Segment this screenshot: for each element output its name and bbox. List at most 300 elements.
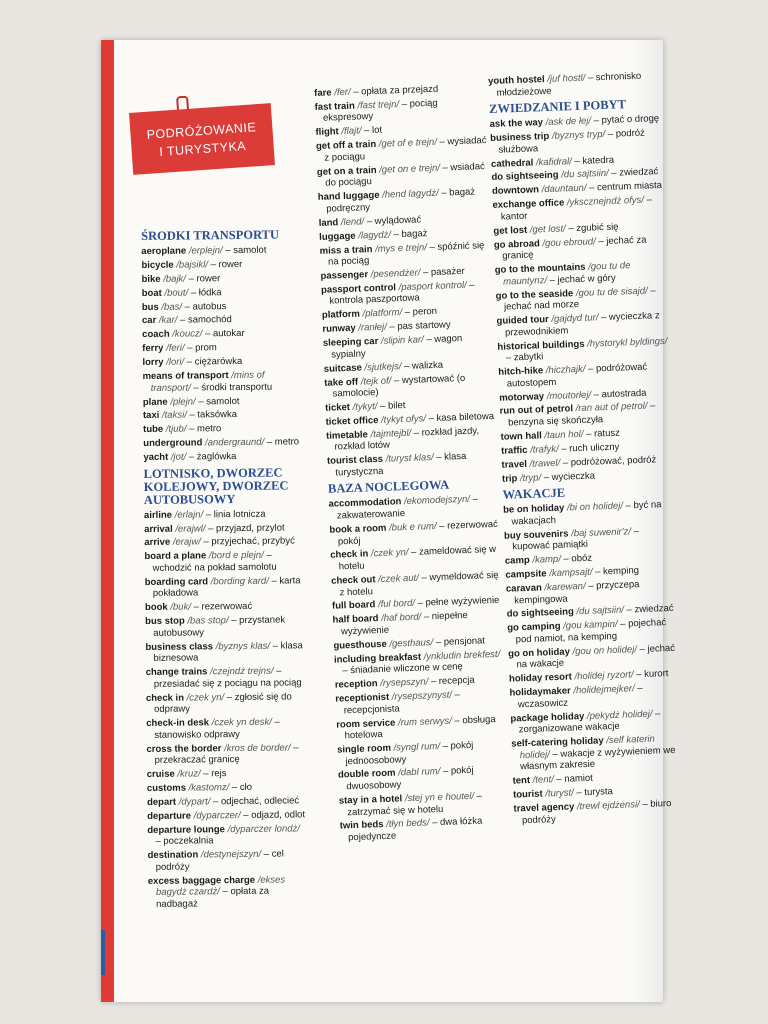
vocab-pronunciation: /trawel/ (529, 457, 561, 470)
vocab-entry (328, 493, 501, 522)
vocab-pronunciation: /bajsikl/ (176, 259, 209, 271)
vocab-pronunciation: /dyparczer/ (193, 809, 241, 822)
vocab-entry (143, 423, 301, 436)
vocab-term: be on holiday (502, 502, 565, 516)
vocab-definition: – zakwaterowanie (336, 493, 479, 522)
vocabulary-column-1 (141, 224, 306, 912)
vocab-term: bus (141, 301, 159, 313)
vocab-term: go on holiday (507, 646, 571, 660)
vocab-term: check-in desk (146, 717, 210, 730)
vocab-pronunciation: /gou kampin/ (563, 619, 618, 632)
vocab-term: hand luggage (317, 190, 380, 204)
vocab-definition: – środki transportu (190, 381, 273, 394)
vocab-definition: – stanowisko odprawy (154, 716, 280, 741)
vocab-entry (338, 764, 511, 793)
vocab-pronunciation: /tajmtejbl/ (370, 427, 412, 441)
vocab-term: trip (501, 472, 518, 485)
vocab-definition: – zatrzymać się w hotelu (347, 790, 483, 818)
vocab-term: half board (332, 613, 379, 626)
vocab-definition: – odjazd, odlot (240, 809, 306, 821)
vocab-definition: – peron (401, 306, 438, 319)
vocab-entry (143, 369, 301, 394)
vocab-term: platform (321, 308, 361, 322)
vocab-term: buy souvenirs (503, 528, 569, 542)
vocab-entry (142, 300, 300, 313)
vocab-definition: – bagaż (390, 227, 428, 241)
vocab-entry (317, 161, 490, 190)
vocab-term: go to the mountains (494, 261, 586, 276)
vocab-entry (496, 310, 667, 339)
vocab-term: holidaymaker (509, 685, 571, 699)
vocab-definition: – autokar (202, 328, 245, 340)
vocab-definition: – wymeldować się z hotelu (339, 569, 499, 598)
vocab-definition: – spóźnić się na pociąg (327, 239, 485, 268)
vocab-definition: – ratusz (583, 427, 621, 440)
vocab-definition: – wsiadać do pociągu (325, 160, 485, 190)
chapter-banner (129, 103, 275, 175)
vocab-definition: – klasa biznesowa (153, 640, 303, 665)
vocab-definition: – zwiedzać (623, 603, 674, 616)
vocab-definition: – namiot (553, 772, 594, 786)
vocab-term: miss a train (319, 243, 373, 257)
vocab-pronunciation: /gou on holidej/ (572, 643, 638, 658)
vocab-definition: – ruch uliczny (558, 441, 620, 455)
vocab-term: underground (143, 437, 203, 450)
vocab-term: caravan (505, 582, 543, 595)
vocab-term: board a plane (144, 550, 207, 563)
vocab-definition: – wystartować (o samolocie) (332, 372, 466, 400)
vocab-term: arrival (144, 523, 173, 535)
vocab-term: town hall (500, 430, 542, 443)
vocab-definition: – zgłosić się do odprawy (154, 691, 292, 716)
vocab-term: tourist (512, 788, 543, 801)
vocab-term: land (318, 216, 339, 229)
vocab-entry (147, 781, 305, 794)
vocab-entry (508, 642, 679, 671)
vocab-term: get on a train (316, 164, 377, 178)
vocab-term: departure (147, 810, 192, 822)
vocab-pronunciation: /gou tu de mauntynz/ (502, 260, 631, 288)
vocab-term: stay in a hotel (338, 793, 403, 807)
page-edge-stripe (101, 40, 114, 1002)
vocab-pronunciation: /gou ebroud/ (542, 235, 596, 249)
vocab-pronunciation: /kruz/ (177, 768, 201, 780)
vocab-term: go abroad (493, 237, 540, 251)
vocab-term: boat (141, 287, 162, 299)
vocab-definition: – biuro podróży (521, 798, 672, 826)
vocab-term: bike (141, 273, 161, 285)
vocab-pronunciation: /lagydż/ (358, 229, 392, 242)
vocab-pronunciation: /trafyk/ (529, 443, 559, 456)
vocab-pronunciation: /byznys klas/ (215, 640, 271, 652)
vocab-definition: – jechać w góry (546, 272, 616, 286)
vocab-term: room service (336, 717, 396, 731)
vocab-entry (142, 272, 300, 285)
vocab-pronunciation: /tejk of/ (360, 374, 392, 388)
vocab-definition: – przyjazd, przylot (205, 522, 285, 534)
vocab-term: tube (143, 424, 164, 436)
vocab-term: tent (512, 775, 531, 787)
vocab-entry (318, 186, 491, 215)
vocab-entry (340, 815, 513, 844)
vocab-entry (511, 733, 682, 774)
vocab-definition: – obsługa hotelowa (344, 713, 496, 742)
vocab-definition: – rejs (200, 768, 227, 780)
vocab-pronunciation: /syngl rum/ (393, 741, 441, 754)
vocab-entry (316, 135, 489, 164)
vocab-pronunciation: /pasport kontrol/ (398, 279, 467, 294)
vocab-definition: – opłata za przejazd (350, 83, 439, 98)
vocab-definition: – podróż służbowa (498, 127, 646, 156)
vocab-pronunciation: /slipin kar/ (380, 334, 424, 347)
vocab-term: motorway (499, 390, 545, 404)
vocab-pronunciation: /rum serwys/ (397, 715, 452, 728)
vocab-term: boarding card (144, 576, 209, 588)
vocab-definition: – śniadanie wliczone w cenę (342, 661, 463, 677)
vocab-term: cruise (146, 768, 175, 781)
vocab-pronunciation: /lend/ (340, 216, 365, 228)
vocab-pronunciation: /flajt/ (341, 125, 362, 138)
vocab-definition: – pensjonat (433, 635, 486, 648)
vocab-definition: – pełne wyżywienie (414, 595, 500, 610)
vocab-term: run out of petrol (499, 403, 574, 418)
vocab-term: travel agency (513, 801, 575, 815)
vocab-definition: – recepcja (428, 674, 475, 688)
vocab-term: guided tour (496, 314, 549, 327)
vocab-term: customs (146, 782, 187, 794)
vocab-pronunciation: /bout/ (164, 287, 189, 299)
vocab-term: youth hostel (488, 74, 545, 87)
vocab-term: ask the way (489, 117, 544, 131)
vocab-term: lorry (142, 356, 164, 369)
vocab-entry (143, 395, 301, 408)
vocab-term: flight (315, 126, 339, 139)
vocab-term: self-catering holiday (511, 735, 604, 750)
vocab-entry (498, 361, 669, 390)
vocab-term: exchange office (492, 197, 565, 212)
vocab-definition: – wchodzić na pokład samolotu (152, 549, 277, 574)
vocab-entry (495, 259, 666, 288)
vocab-term: go camping (507, 621, 561, 634)
vocab-term: check in (145, 692, 185, 704)
vocab-pronunciation: /kamp/ (532, 553, 562, 566)
vocab-pronunciation: /buk/ (170, 601, 192, 614)
vocab-pronunciation: /koucz/ (172, 328, 203, 341)
vocab-entry (494, 234, 665, 263)
vocab-pronunciation: /platform/ (362, 307, 403, 320)
vocab-entry (146, 665, 304, 690)
vocab-pronunciation: /rysepszynyst/ (391, 689, 453, 703)
vocab-pronunciation: /plejn/ (170, 395, 196, 408)
vocab-term: including breakfast (333, 651, 422, 666)
vocab-term: timetable (325, 429, 369, 442)
vocab-definition: – zorganizowane wakacje (518, 708, 661, 736)
vocab-pronunciation: /byznys tryp/ (551, 129, 606, 142)
vocab-pronunciation: /tent/ (532, 774, 554, 787)
vocab-pronunciation: /erlajn/ (174, 509, 204, 521)
vocab-definition: – przekraczać granicę (154, 741, 299, 767)
vocab-definition: – kemping (592, 565, 640, 578)
page-edge-marker (101, 930, 105, 975)
vocab-entry (146, 742, 304, 767)
vocab-entry (321, 279, 494, 308)
section-heading: LOTNISKO, DWORZEC KOLEJOWY, DWORZEC AUTOBUSOWY (143, 465, 289, 507)
vocab-pronunciation: /gesthaus/ (389, 636, 434, 650)
vocab-pronunciation: /bi on holidej/ (566, 500, 624, 514)
vocab-definition: – cel podróży (155, 848, 284, 873)
vocab-pronunciation: /bord e plejn/ (208, 550, 264, 562)
vocab-entry (142, 355, 300, 368)
vocab-definition: – metro (186, 423, 222, 435)
vocab-pronunciation: /gou tu de sisajd/ (575, 285, 648, 299)
vocab-pronunciation: /czek yn/ (370, 547, 409, 560)
vocab-pronunciation: /destynejszyn/ (200, 848, 262, 861)
vocab-entry (144, 522, 302, 535)
vocab-definition: – kasa biletowa (425, 410, 495, 425)
vocab-term: means of transport (142, 370, 229, 383)
section-heading: ZWIEDZANIE I POBYT (488, 97, 627, 117)
vocab-entry (336, 713, 509, 742)
vocab-entry (503, 499, 674, 528)
vocab-entry (334, 648, 507, 677)
vocab-entry (324, 371, 497, 400)
vocab-pronunciation: /turyst klas/ (385, 452, 434, 465)
vocab-pronunciation: /taun hol/ (544, 428, 584, 442)
vocab-term: ticket (324, 401, 351, 414)
vocab-term: passport control (320, 282, 397, 296)
vocab-term: cross the border (146, 742, 222, 755)
vocab-term: yacht (143, 451, 169, 464)
vocab-definition: – być na wakacjach (511, 499, 662, 528)
vocab-pronunciation: /andergraund/ (204, 436, 265, 449)
vocab-term: business trip (489, 130, 550, 145)
vocab-entry (142, 286, 300, 299)
vocab-definition: – pasażer (420, 265, 465, 279)
vocab-term: do sightseeing (506, 606, 575, 621)
vocab-pronunciation: /ykscznejndż ofys/ (566, 194, 645, 209)
vocab-pronunciation: /kar/ (158, 315, 178, 327)
vocab-definition: – dwa łóżka pojedyncze (347, 816, 483, 844)
vocab-term: campsite (505, 568, 547, 581)
vocab-pronunciation: /ful bord/ (377, 598, 416, 611)
vocab-definition: – jechać nad morze (503, 284, 656, 313)
vocab-term: airline (143, 509, 173, 521)
vocab-entry (326, 425, 499, 454)
section-heading: BAZA NOCLEGOWA (327, 477, 450, 497)
vocab-definition: – przystanek autobusowy (153, 614, 286, 639)
vocab-term: take off (324, 376, 359, 389)
vocab-entry (513, 798, 684, 827)
vocab-definition: – metro (264, 436, 300, 448)
vocab-entry (145, 615, 303, 640)
vocab-entry (142, 328, 300, 341)
book-page (101, 40, 676, 1002)
vocab-entry (146, 691, 304, 716)
vocab-pronunciation: /hiczhajk/ (545, 363, 586, 377)
vocab-pronunciation: /holidej ryzort/ (574, 669, 634, 683)
vocab-term: car (141, 315, 157, 327)
vocab-definition: – wylądować (363, 214, 422, 228)
vocab-definition: – pytać o drogę (590, 113, 660, 127)
vocab-term: check in (330, 548, 369, 562)
vocab-pronunciation: /dyparczer londż/ (227, 823, 300, 835)
vocab-definition: – prom (184, 342, 217, 354)
vocab-definition: – opłata za nadbagaż (156, 885, 270, 910)
vocab-pronunciation: /trewl ejdżensi/ (576, 799, 640, 813)
chapter-title-line-1: PODRÓŻOWANIE (146, 120, 257, 142)
vocab-pronunciation: /czek yn/ (186, 691, 225, 704)
vocabulary-column-2 (314, 82, 512, 846)
vocab-definition: – wakacje z wyżywieniem we własnym zakresie (519, 744, 676, 773)
vocabulary-column-3 (488, 70, 684, 829)
vocab-pronunciation: /dypart/ (178, 796, 211, 808)
vocab-pronunciation: /erplejn/ (188, 245, 223, 257)
vocab-definition: – podróżować, podróż (559, 454, 657, 469)
vocab-definition: – łódka (188, 286, 222, 299)
vocab-definition: – obóz (560, 552, 593, 565)
vocab-entry (337, 739, 510, 768)
vocab-definition: – recepcjonista (343, 689, 461, 716)
vocab-pronunciation: /juf hostl/ (547, 72, 586, 85)
vocab-definition: – wycieczka z przewodnikiem (504, 310, 660, 339)
vocab-pronunciation: /holidejmejker/ (573, 683, 635, 697)
vocab-entry (488, 70, 659, 99)
vocab-term: travel (501, 458, 528, 471)
section-heading: ŚRODKI TRANSPORTU (141, 227, 280, 243)
vocab-entry (314, 96, 487, 125)
vocab-entry (327, 450, 500, 479)
vocab-pronunciation: /bajk/ (163, 273, 186, 285)
vocab-entry (146, 716, 304, 741)
vocab-definition: – samochód (177, 314, 232, 327)
vocab-entry (144, 508, 302, 521)
vocab-definition: – turysta (573, 786, 614, 799)
vocab-pronunciation: /lori/ (166, 356, 185, 368)
vocab-term: passenger (320, 269, 369, 282)
vocab-definition: – kontrola paszportowa (329, 279, 475, 308)
vocab-definition: – schronisko młodzieżowe (496, 70, 642, 99)
vocab-pronunciation: /hystorykl byldings/ (586, 335, 668, 350)
vocab-pronunciation: /tryp/ (519, 471, 542, 484)
vocab-term: guesthouse (333, 638, 387, 652)
vocab-term: bicycle (141, 259, 174, 271)
vocab-entry (497, 335, 668, 364)
vocab-term: excess baggage charge (147, 874, 256, 887)
vocab-entry (144, 550, 302, 575)
vocab-pronunciation: /dabl rum/ (397, 766, 441, 779)
vocab-pronunciation: /feri/ (165, 342, 185, 354)
vocab-term: hitch-hike (498, 365, 544, 378)
chapter-title-line-2: I TURYSTYKA (158, 138, 247, 159)
vocab-pronunciation: /czek yn desk/ (211, 716, 272, 729)
vocab-pronunciation: /erajwl/ (175, 522, 206, 535)
vocab-definition: – benzyna się skończyła (507, 400, 656, 429)
vocab-definition: – bagaż podręczny (326, 186, 476, 215)
vocab-term: accommodation (328, 496, 402, 511)
vocab-entry (142, 342, 300, 355)
vocab-definition: – zgubić się (565, 221, 619, 235)
vocab-definition: – przyczepa kempingowa (514, 578, 640, 606)
vocab-pronunciation: /du sajtsiin/ (576, 604, 625, 618)
vocab-term: ferry (142, 343, 164, 355)
vocab-pronunciation: /erajw/ (172, 536, 201, 549)
vocab-entry (143, 437, 301, 450)
vocab-pronunciation: /tjub/ (165, 423, 187, 436)
vocab-term: plane (142, 396, 168, 408)
vocab-term: single room (336, 742, 392, 756)
vocab-pronunciation: /ynkludin brekfest/ (423, 648, 501, 663)
vocab-entry (330, 544, 503, 573)
vocab-pronunciation: /rysepszyn/ (380, 676, 429, 690)
vocab-definition: – zameldować się w hotelu (338, 544, 497, 573)
vocab-term: luggage (319, 230, 356, 243)
vocab-entry (329, 519, 502, 548)
vocab-pronunciation: /bording kard/ (210, 575, 269, 588)
vocab-definition: – odjechać, odlecieć (210, 795, 300, 808)
vocab-entry (339, 790, 512, 819)
vocab-entry (504, 524, 675, 553)
vocab-term: book (144, 602, 168, 614)
vocab-pronunciation: /ekses bagydż czardż/ (155, 874, 286, 899)
vocab-definition: – pojechać pod namiot, na kemping (515, 617, 667, 646)
vocab-definition: – zwiedzać (608, 166, 659, 180)
vocab-definition: – linia lotnicza (203, 508, 266, 521)
vocab-term: destination (147, 849, 199, 862)
vocab-term: full board (331, 599, 376, 613)
vocab-term: book a room (329, 522, 387, 536)
vocab-pronunciation: /tłyn beds/ (386, 817, 430, 831)
vocab-term: downtown (491, 184, 540, 198)
vocab-entry (145, 575, 303, 600)
vocab-term: cathedral (490, 157, 534, 170)
vocab-definition: – autobus (181, 300, 227, 313)
vocab-term: taxi (142, 410, 160, 422)
vocab-pronunciation: /kafidral/ (535, 155, 573, 168)
vocab-pronunciation: /fer/ (334, 86, 351, 99)
vocab-term: bus stop (145, 615, 185, 628)
vocab-term: go to the seaside (495, 287, 574, 302)
vocab-definition: – taksówka (186, 409, 238, 421)
vocab-term: reception (334, 678, 378, 691)
vocab-definition: – poczekalnia (155, 835, 214, 848)
vocab-pronunciation: /moutorłej/ (546, 389, 592, 402)
vocab-pronunciation: /bas/ (161, 301, 183, 313)
vocab-pronunciation: /get lost/ (529, 223, 566, 236)
vocab-pronunciation: /bas stop/ (187, 615, 229, 627)
vocab-definition: – pokój dwuosobowy (346, 765, 474, 793)
vocab-definition: – niepełne wyżywienie (340, 610, 468, 638)
vocab-term: sleeping car (322, 336, 379, 349)
vocab-term: get lost (493, 224, 528, 237)
vocab-definition: – lot (361, 125, 383, 137)
vocab-term: twin beds (339, 819, 384, 832)
vocab-definition: – pokój jednoosobowy (345, 739, 474, 767)
vocab-entry (147, 795, 305, 808)
vocab-entry (510, 707, 681, 736)
vocab-definition: – wczasowicz (517, 683, 643, 711)
vocab-definition: – pas startowy (386, 319, 451, 333)
vocab-pronunciation: /pekydż holidej/ (586, 708, 653, 722)
vocab-entry (319, 239, 492, 268)
vocab-term: do sightseeing (491, 170, 559, 184)
vocab-pronunciation: /turyst/ (545, 787, 574, 800)
vocab-definition: – jechać na wakacje (516, 642, 676, 671)
vocab-term: package holiday (510, 710, 585, 725)
vocab-definition: – samolot (222, 244, 267, 257)
vocab-entry (500, 400, 671, 429)
vocab-definition: – katedra (571, 154, 615, 167)
vocab-definition: – rozkład jazdy, rozkład lotów (334, 425, 480, 453)
